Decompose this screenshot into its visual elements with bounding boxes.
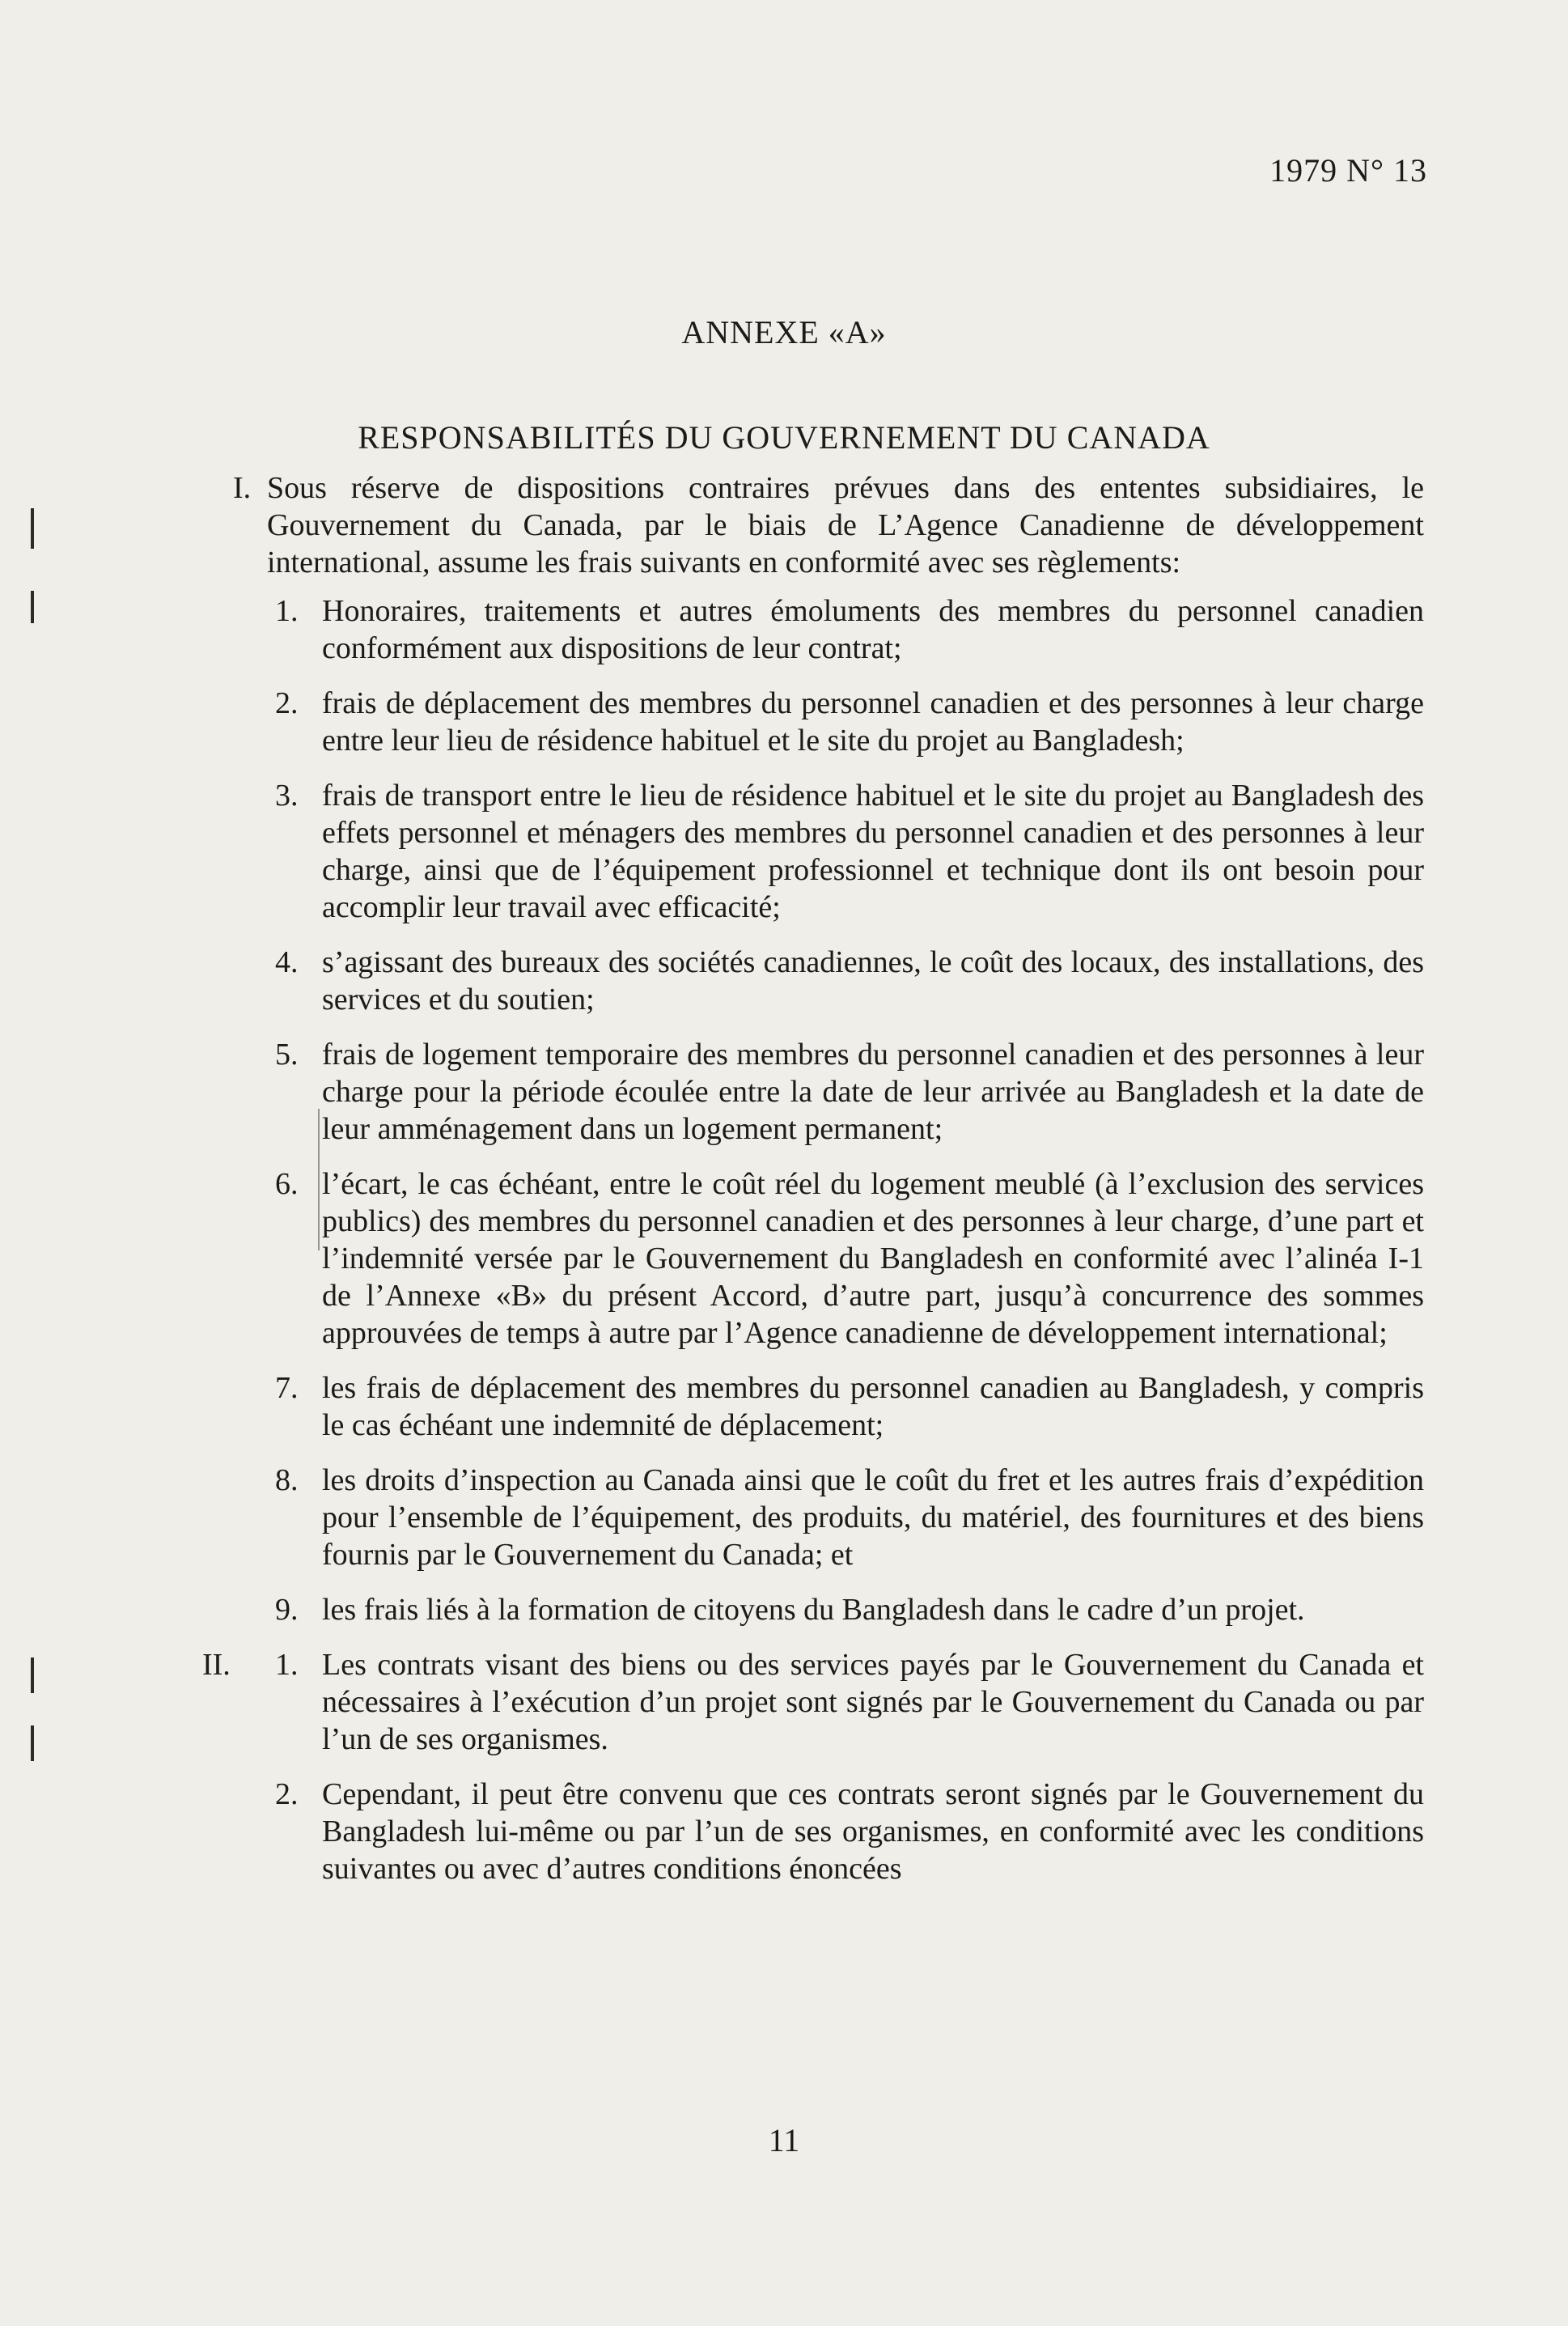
list-item <box>202 1591 1424 1628</box>
item-text: frais de transport entre le lieu de résidence habituel et le site du projet au Bangladesh des effets personnel et ménagers des membres du personnel canadien et des personnes à leur charge, ainsi que de l’équipement professionnel et technique dont ils ont besoin pour accomplir leur travail avec efficacité; <box>322 779 1424 924</box>
section-title: RESPONSABILITÉS DU GOUVERNEMENT DU CANADA <box>358 419 1210 456</box>
section-label: II. <box>202 1648 231 1682</box>
item-number: 7. <box>275 1371 299 1405</box>
item-number: 2. <box>275 1777 299 1811</box>
list-item <box>202 1165 1424 1352</box>
page-header: 1979 N° 13 <box>1269 152 1427 189</box>
list-item <box>202 1369 1424 1444</box>
item-text: les frais de déplacement des membres du personnel canadien au Bangladesh, y compris le cas échéant une indemnité de déplacement; <box>322 1371 1424 1442</box>
list-item <box>202 592 1424 667</box>
item-number: 4. <box>275 945 299 979</box>
item-number: 8. <box>275 1463 299 1497</box>
document-body <box>202 469 1424 1905</box>
item-number: 1. <box>275 1648 299 1682</box>
list-item <box>202 1646 1424 1758</box>
item-text: les droits d’inspection au Canada ainsi que le coût du fret et les autres frais d’expédition pour l’ensemble de l’équipement, des produits, du matériel, des fournitures et des biens fournis par le Gouvernement du Canada; et <box>322 1463 1424 1572</box>
item-text: frais de déplacement des membres du personnel canadien et des personnes à leur charge entre leur lieu de résidence habituel et le site du projet au Bangladesh; <box>322 686 1424 758</box>
item-number: 9. <box>275 1593 299 1627</box>
item-text: Cependant, il peut être convenu que ces contrats seront signés par le Gouvernement du Bangladesh lui-même ou par l’un de ses organismes, en conformité avec les conditions suivantes ou avec d’autres conditions énoncées <box>322 1777 1424 1886</box>
margin-mark <box>31 591 34 623</box>
list-item <box>202 777 1424 926</box>
item-text: Les contrats visant des biens ou des services payés par le Gouvernement du Canada et nécessaires à l’exécution d’un projet sont signés par le Gouvernement du Canada ou par l’un de ses organismes. <box>322 1648 1424 1756</box>
item-number: 1. <box>275 594 299 628</box>
page-number: 11 <box>768 2122 800 2158</box>
item-number: 2. <box>275 686 299 720</box>
item-text: l’écart, le cas échéant, entre le coût réel du logement meublé (à l’exclusion des services publics) des membres du personnel canadien et des personnes à leur charge, d’une part et l’indemnité versée par le Gouvernement du Bangladesh en conformité avec l’alinéa I-1 de l’Annexe «B» du présent Accord, d’autre part, jusqu’à concurrence des sommes approuvées de temps à autre par l’Agence canadienne de développement international; <box>322 1167 1424 1350</box>
item-text: Honoraires, traitements et autres émoluments des membres du personnel canadien conformément aux dispositions de leur contrat; <box>322 594 1424 665</box>
list-item <box>202 1776 1424 1887</box>
item-text: les frais liés à la formation de citoyens du Bangladesh dans le cadre d’un projet. <box>322 1593 1305 1627</box>
item-number: 6. <box>275 1167 299 1201</box>
margin-mark <box>31 508 34 549</box>
item-number: 5. <box>275 1038 299 1072</box>
paragraph-text: Sous réserve de dispositions contraires prévues dans des ententes subsidiaires, le Gouvernement du Canada, par le biais de L’Agence Canadienne de développement international, assume les frais suivants en conformité avec ses règlements: <box>267 471 1424 579</box>
margin-mark <box>31 1657 34 1693</box>
list-item <box>202 1036 1424 1148</box>
item-text: s’agissant des bureaux des sociétés canadiennes, le coût des locaux, des installations, des services et du soutien; <box>322 945 1424 1017</box>
list-item <box>202 1462 1424 1573</box>
item-number: 3. <box>275 779 299 813</box>
item-text: frais de logement temporaire des membres du personnel canadien et des personnes à leur charge pour la période écoulée entre la date de leur arrivée au Bangladesh et la date de leur amménagement dans un logement permanent; <box>322 1038 1424 1146</box>
list-item <box>202 944 1424 1018</box>
section-i-intro <box>202 469 1424 581</box>
section-label: I. <box>233 471 252 505</box>
margin-mark <box>31 1725 34 1761</box>
list-item <box>202 685 1424 759</box>
annex-title: ANNEXE «A» <box>681 314 887 350</box>
